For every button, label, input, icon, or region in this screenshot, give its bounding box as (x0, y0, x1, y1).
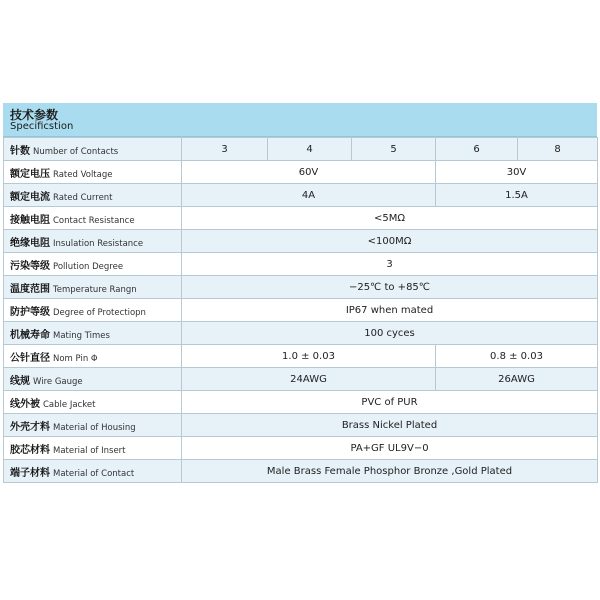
label-cn: 绝缘电阻 (10, 237, 50, 249)
label-en: Temperature Rangn (53, 284, 137, 295)
row-label (4, 437, 182, 460)
label-cn: 胶芯材料 (10, 444, 50, 456)
value-cell: 3 (182, 138, 268, 161)
value-cell: <100MΩ (182, 230, 598, 253)
spec-sheet (3, 103, 597, 483)
label-cn: 公针直径 (10, 352, 50, 364)
label-en: Wire Gauge (33, 376, 83, 387)
label-en: Degree of Protectiopn (53, 307, 146, 318)
value-cell: 5 (352, 138, 436, 161)
table-row-contacts (4, 138, 598, 161)
label-en: Pollution Degree (53, 261, 124, 272)
value-cell: PA+GF UL9V−0 (182, 437, 598, 460)
table-row-voltage (4, 161, 598, 184)
value-cell: 4 (268, 138, 352, 161)
label-en: Number of Contacts (33, 146, 119, 157)
value-cell: 26AWG (436, 368, 598, 391)
label-cn: 额定电流 (10, 191, 50, 203)
label-en: Mating Times (53, 330, 110, 341)
value-cell: Brass Nickel Plated (182, 414, 598, 437)
label-en: Material of Housing (53, 422, 136, 433)
value-cell: 8 (518, 138, 598, 161)
label-en: Insulation Resistance (53, 238, 144, 249)
row-label (4, 161, 182, 184)
row-label (4, 414, 182, 437)
table-row-contact-resistance (4, 207, 598, 230)
label-cn: 污染等级 (10, 260, 50, 272)
value-cell: 0.8 ± 0.03 (436, 345, 598, 368)
label-cn: 接触电阻 (10, 214, 50, 226)
value-cell: 1.5A (436, 184, 598, 207)
row-label (4, 460, 182, 483)
label-cn: 额定电压 (10, 168, 50, 180)
table-row-current (4, 184, 598, 207)
table-row-housing (4, 414, 598, 437)
row-label (4, 368, 182, 391)
row-label (4, 322, 182, 345)
value-cell: <5MΩ (182, 207, 598, 230)
label-cn: 外壳才料 (10, 421, 50, 433)
table-row-contact-material (4, 460, 598, 483)
value-cell: −25℃ to +85℃ (182, 276, 598, 299)
table-row-pollution (4, 253, 598, 276)
label-en: Nom Pin Φ (53, 353, 98, 364)
table-row-wire-gauge (4, 368, 598, 391)
table-row-temperature (4, 276, 598, 299)
row-label (4, 345, 182, 368)
table-row-insert (4, 437, 598, 460)
label-cn: 针数 (10, 145, 30, 157)
value-cell: 4A (182, 184, 436, 207)
row-label (4, 276, 182, 299)
row-label (4, 391, 182, 414)
row-label (4, 138, 182, 161)
value-cell: 30V (436, 161, 598, 184)
value-cell: 24AWG (182, 368, 436, 391)
spec-table (3, 137, 598, 483)
label-en: Cable Jacket (43, 399, 96, 410)
spec-title-en: Specificstion (10, 121, 74, 132)
label-en: Contact Resistance (53, 215, 135, 226)
label-en: Material of Contact (53, 468, 135, 479)
label-cn: 线规 (10, 375, 30, 387)
value-cell: Male Brass Female Phosphor Bronze ,Gold Plated (182, 460, 598, 483)
spec-title-cn: 技术参数 (10, 108, 59, 122)
value-cell: 6 (436, 138, 518, 161)
label-en: Rated Current (53, 192, 113, 203)
row-label (4, 230, 182, 253)
label-cn: 线外被 (10, 398, 40, 410)
label-cn: 防护等级 (10, 306, 50, 318)
value-cell: 100 cyces (182, 322, 598, 345)
table-row-cable-jacket (4, 391, 598, 414)
label-en: Rated Voltage (53, 169, 113, 180)
spec-header (3, 103, 597, 137)
row-label (4, 253, 182, 276)
table-row-protection (4, 299, 598, 322)
label-cn: 机械寿命 (10, 329, 50, 341)
table-row-nom-pin (4, 345, 598, 368)
value-cell: IP67 when mated (182, 299, 598, 322)
value-cell: 3 (182, 253, 598, 276)
value-cell: 1.0 ± 0.03 (182, 345, 436, 368)
table-row-insulation-resistance (4, 230, 598, 253)
label-en: Material of Insert (53, 445, 126, 456)
label-cn: 端子材料 (10, 467, 50, 479)
value-cell: 60V (182, 161, 436, 184)
row-label (4, 207, 182, 230)
row-label (4, 184, 182, 207)
row-label (4, 299, 182, 322)
table-row-mating (4, 322, 598, 345)
label-cn: 温度范围 (10, 283, 50, 295)
value-cell: PVC of PUR (182, 391, 598, 414)
